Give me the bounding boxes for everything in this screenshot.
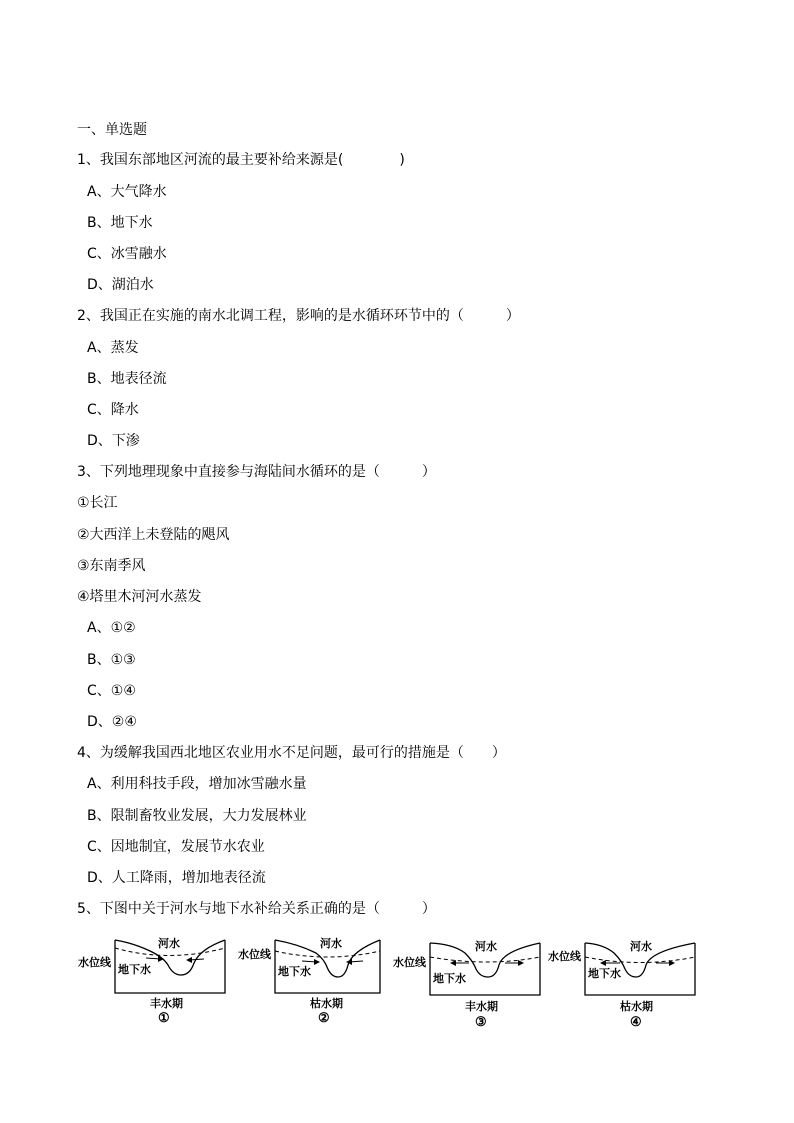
question-4-option-c: C、因地制宜，发展节水农业 (87, 839, 265, 855)
question-4-stem: 4、为缓解我国西北地区农业用水不足问题，最可行的措施是（ ） (77, 745, 506, 761)
period-label: 枯水期 (620, 1000, 653, 1013)
groundwater-label: 地下水 (278, 965, 311, 978)
question-5-stem: 5、下图中关于河水与地下水补给关系正确的是（ ） (77, 901, 436, 917)
period-label: 丰水期 (150, 997, 183, 1010)
question-4-option-d: D、人工降雨，增加地表径流 (87, 870, 266, 886)
groundwater-label: 地下水 (118, 963, 151, 976)
river-label: 河水 (320, 937, 342, 950)
diagram-number: ② (318, 1011, 330, 1026)
question-3-statement-1: ①长江 (77, 495, 118, 511)
question-1-option-c: C、冰雪融水 (87, 246, 167, 262)
water-level-label: 水位线 (78, 956, 111, 969)
period-label: 丰水期 (465, 1000, 498, 1013)
question-2-option-d: D、下渗 (87, 433, 140, 449)
question-2-option-c: C、降水 (87, 402, 139, 418)
diagram-number: ③ (475, 1015, 487, 1030)
question-1-stem: 1、我国东部地区河流的最主要补给来源是( ) (77, 152, 405, 168)
question-3-statement-3: ③东南季风 (77, 558, 146, 574)
diagram-number: ④ (630, 1015, 642, 1030)
question-3-option-b: B、①③ (87, 652, 136, 668)
question-4-option-b: B、限制畜牧业发展，大力发展林业 (87, 808, 307, 824)
question-3-option-d: D、②④ (87, 714, 137, 730)
question-1-option-a: A、大气降水 (87, 184, 167, 200)
water-level-label: 水位线 (548, 950, 581, 963)
diagram-number: ① (158, 1011, 170, 1026)
river-label: 河水 (630, 940, 652, 953)
question-3-stem: 3、下列地理现象中直接参与海陆间水循环的是（ ） (77, 464, 436, 480)
question-3-option-c: C、①④ (87, 683, 136, 699)
river-label: 河水 (158, 937, 180, 950)
water-level-label: 水位线 (393, 956, 426, 969)
question-3-statement-2: ②大西洋上未登陆的飓风 (77, 527, 230, 543)
diagram-2 (238, 935, 388, 1025)
diagram-4 (548, 935, 698, 1030)
water-level-label: 水位线 (238, 948, 271, 961)
question-3-statement-4: ④塔里木河河水蒸发 (77, 589, 202, 605)
diagram-1 (78, 935, 228, 1025)
question-2-option-a: A、蒸发 (87, 340, 139, 356)
groundwater-label: 地下水 (433, 972, 466, 985)
question-1-option-b: B、地下水 (87, 215, 153, 231)
question-2-option-b: B、地表径流 (87, 371, 167, 387)
period-label: 枯水期 (310, 997, 343, 1010)
question-4-option-a: A、利用科技手段，增加冰雪融水量 (87, 776, 307, 792)
question-2-stem: 2、我国正在实施的南水北调工程，影响的是水循环环节中的（ ） (77, 308, 520, 324)
diagram-3 (393, 935, 543, 1030)
section-title: 一、单选题 (77, 122, 147, 138)
question-3-option-a: A、①② (87, 620, 136, 636)
groundwater-label: 地下水 (588, 967, 621, 980)
river-label: 河水 (475, 940, 497, 953)
question-1-option-d: D、湖泊水 (87, 277, 154, 293)
